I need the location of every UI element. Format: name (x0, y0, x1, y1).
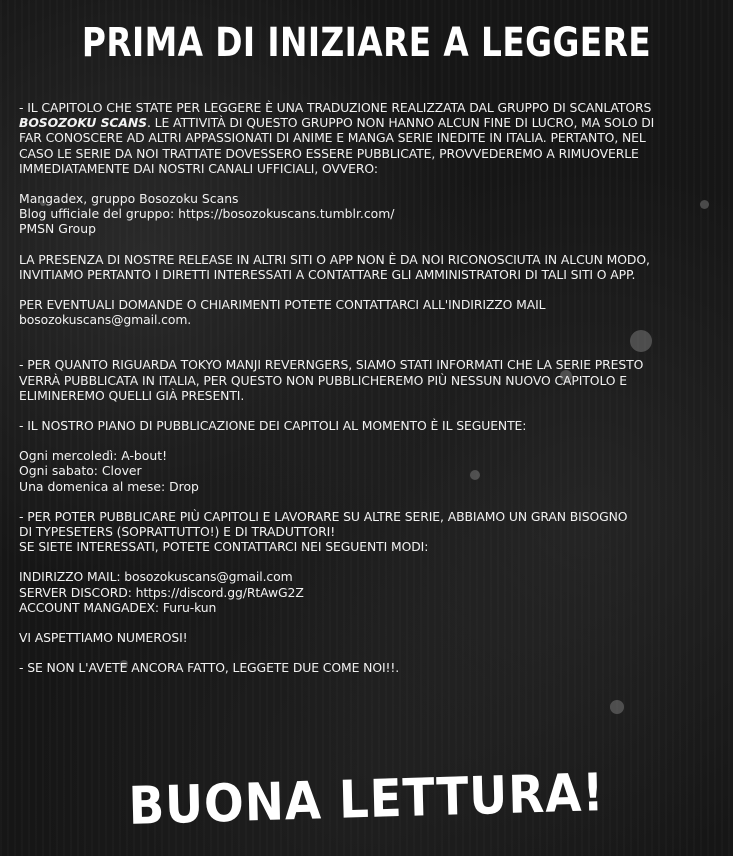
release-notice (19, 252, 719, 282)
contact-item: ACCOUNT MANGADEX: Furu-kun (19, 599, 217, 615)
recruit-line: DI TYPESETERS (SOPRATTUTTO!) E DI TRADUTTORI! (19, 524, 336, 540)
questions-line: PER EVENTUALI DOMANDE O CHIARIMENTI POTETE CONTATTARCI ALL'INDIRIZZO MAIL (19, 297, 546, 313)
closing-line (19, 660, 719, 675)
group-name: BOSOZOKU SCANS (19, 115, 147, 131)
notice-body (19, 100, 719, 675)
intro-line: - IL CAPITOLO CHE STATE PER LEGGERE È UNA TRADUZIONE REALIZZATA DAL GRUPPO DI SCANLATORS (19, 100, 652, 115)
intro-line: FAR CONOSCERE AD ALTRI APPASSIONATI DI ANIME E MANGA SERIE INEDITE IN ITALIA. PERTANTO, NEL (19, 130, 646, 146)
schedule-list (19, 448, 719, 494)
schedule-item: Ogni mercoledì: A-bout! (19, 448, 168, 464)
release-line: INVITIAMO PERTANTO I DIRETTI INTERESSATI A CONTATTARE GLI AMMINISTRATORI DI TALI SITI O APP. (19, 266, 636, 282)
farewell-banner: BUONA LETTURA! (127, 763, 606, 837)
schedule-item: Ogni sabato: Clover (19, 463, 142, 479)
contact-item: INDIRIZZO MAIL: bosozokuscans@gmail.com (19, 569, 293, 585)
schedule-item: Una domenica al mese: Drop (19, 478, 199, 494)
channel-item: Mangadex, gruppo Bosozoku Scans (19, 191, 239, 207)
tokyo-paragraph (19, 357, 719, 403)
intro-paragraph (19, 100, 719, 176)
recruit-line: - PER POTER PUBBLICARE PIÙ CAPITOLI E LAVORARE SU ALTRE SERIE, ABBIAMO UN GRAN BISOGNO (19, 508, 628, 524)
recruit-paragraph (19, 509, 719, 555)
questions-paragraph (19, 297, 719, 327)
tokyo-line: - PER QUANTO RIGUARDA TOKYO MANJI REVERNGERS, SIAMO STATI INFORMATI CHE LA SERIE PRESTO (19, 357, 644, 373)
intro-line: CASO LE SERIE DA NOI TRATTATE DOVESSERO ESSERE PUBBLICATE, PROVVEDEREMO A RIMUOVERLE (19, 145, 639, 161)
waiting-text: VI ASPETTIAMO NUMEROSI! (19, 630, 188, 646)
intro-line: IMMEDIATAMENTE DAI NOSTRI CANALI UFFICIALI, OVVERO: (19, 160, 378, 176)
contact-email: bosozokuscans@gmail.com. (19, 312, 192, 328)
waiting-line (19, 630, 719, 645)
channel-item: PMSN Group (19, 221, 96, 237)
intro-line (19, 115, 719, 130)
channel-item: Blog ufficiale del gruppo: https://bosozokuscans.tumblr.com/ (19, 206, 395, 222)
plan-line: - IL NOSTRO PIANO DI PUBBLICAZIONE DEI CAPITOLI AL MOMENTO È IL SEGUENTE: (19, 418, 527, 434)
closing-text: - SE NON L'AVETE ANCORA FATTO, LEGGETE DUE COME NOI!!. (19, 660, 400, 676)
intro-line-rest: . LE ATTIVITÀ DI QUESTO GRUPPO NON HANNO ALCUN FINE DI LUCRO, MA SOLO DI (147, 115, 655, 131)
channels-list (19, 191, 719, 237)
release-line: LA PRESENZA DI NOSTRE RELEASE IN ALTRI SITI O APP NON È DA NOI RICONOSCIUTA IN ALCUN MODO, (19, 251, 650, 267)
recruit-line: SE SIETE INTERESSATI, POTETE CONTATTARCI NEI SEGUENTI MODI: (19, 539, 429, 555)
tokyo-line: ELIMINEREMO QUELLI GIÀ PRESENTI. (19, 387, 245, 403)
page-title: PRIMA DI INIZIARE A LEGGERE (81, 20, 652, 66)
contact-item: SERVER DISCORD: https://discord.gg/RtAwG2Z (19, 584, 304, 600)
contacts-list (19, 569, 719, 615)
tokyo-line: VERRÀ PUBBLICATA IN ITALIA, PER QUESTO NON PUBBLICHEREMO PIÙ NESSUN NUOVO CAPITOLO E (19, 372, 628, 388)
paint-splatter (610, 700, 624, 714)
plan-intro (19, 418, 719, 433)
